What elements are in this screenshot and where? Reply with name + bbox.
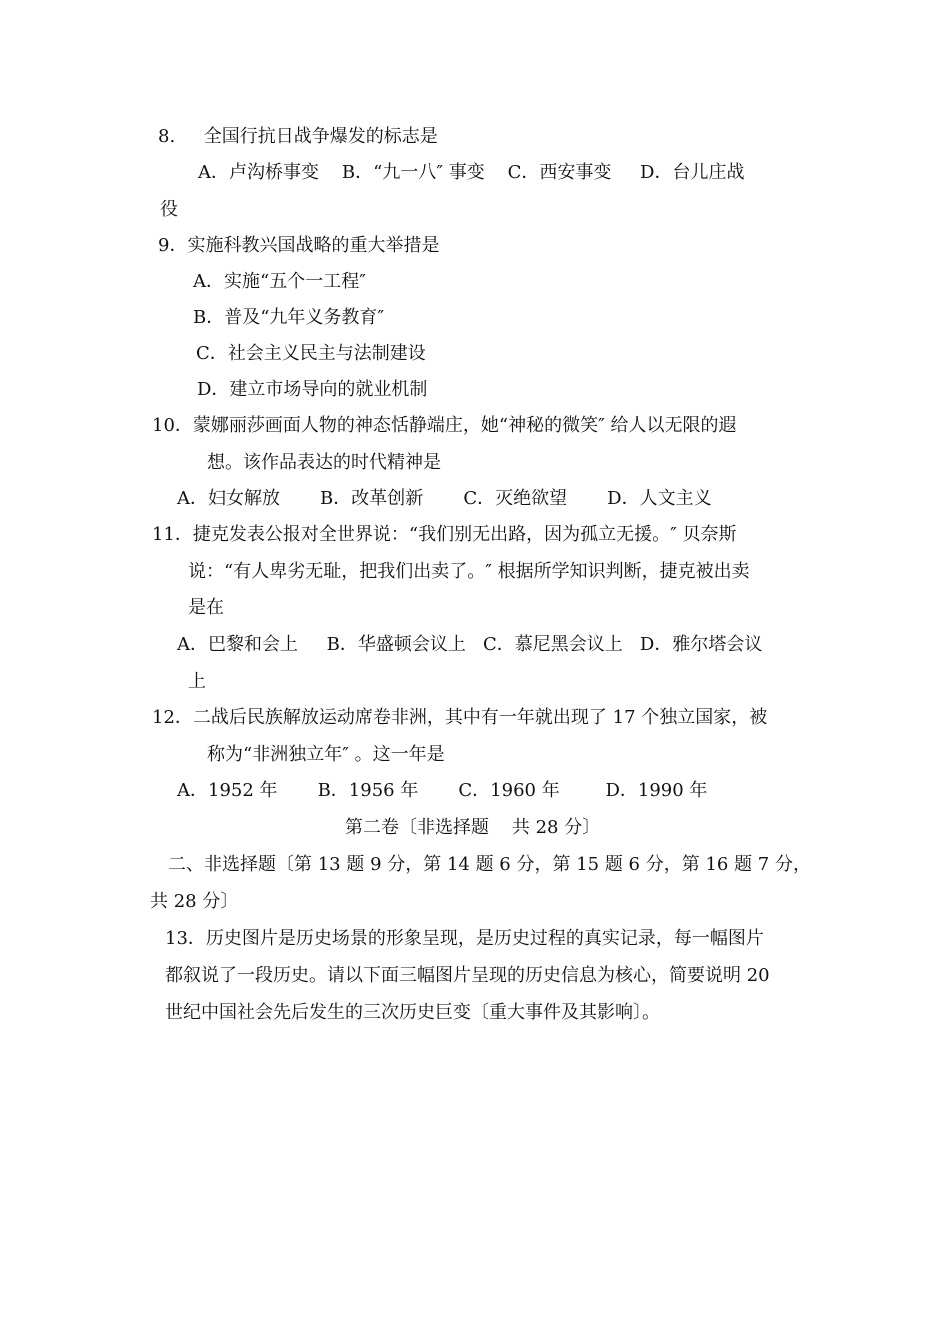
q11-stem-line1: 11．捷克发表公报对全世界说：“我们别无出路，因为孤立无援。″ 贝奈斯 [152, 524, 737, 545]
q9-option-b: B．普及“九年义务教育″ [193, 307, 385, 328]
q13-line3: 世纪中国社会先后发生的三次历史巨变〔重大事件及其影响〕。 [165, 1002, 660, 1023]
section2-intro-line2: 共 28 分〕 [150, 891, 239, 912]
q9-stem: 9．实施科教兴国战略的重大举措是 [158, 235, 440, 256]
q10-stem-line1: 10．蒙娜丽莎画面人物的神态恬静端庄，她“神秘的微笑″ 给人以无限的遐 [152, 415, 737, 436]
q11-stem-line2: 说：“有人卑劣无耻，把我们出卖了。″ 根据所学知识判断，捷克被出卖 [188, 561, 750, 582]
q10-stem-line2: 想。该作品表达的时代精神是 [207, 452, 441, 473]
q12-stem-line1: 12．二战后民族解放运动席卷非洲，其中有一年就出现了 17 个独立国家，被 [152, 707, 768, 728]
q9-option-d: D．建立市场导向的就业机制 [197, 379, 428, 400]
q13-line1: 13．历史图片是历史场景的形象呈现，是历史过程的真实记录，每一幅图片 [165, 928, 764, 949]
q8-options-wrap: 役 [160, 199, 178, 220]
q11-options-wrap: 上 [188, 671, 206, 692]
section2-intro-line1: 二、非选择题〔第 13 题 9 分，第 14 题 6 分，第 15 题 6 分，第 16 题 7 分， [168, 854, 811, 875]
q8-stem: 8. 全国行抗日战争爆发的标志是 [158, 126, 438, 147]
q12-stem-line2: 称为“非洲独立年″ 。这一年是 [207, 744, 445, 765]
q13-line2: 都叙说了一段历史。请以下面三幅图片呈现的历史信息为核心，简要说明 20 [165, 965, 770, 986]
q10-options: A．妇女解放 B．改革创新 C．灭绝欲望 D．人文主义 [177, 488, 712, 509]
q11-options: A．巴黎和会上 B．华盛顿会议上 C．慕尼黑会议上 D．雅尔塔会议 [177, 634, 763, 655]
q12-options: A．1952 年 B．1956 年 C．1960 年 D．1990 年 [177, 780, 708, 801]
q9-option-a: A．实施“五个一工程″ [193, 271, 366, 292]
q9-option-c: C．社会主义民主与法制建设 [196, 343, 426, 364]
q11-stem-line3: 是在 [188, 597, 224, 618]
q8-options: A．卢沟桥事变 B．“九一八″ 事变 C．西安事变 D．台儿庄战 [198, 162, 745, 183]
section2-title: 第二卷〔非选择题 共 28 分〕 [345, 817, 601, 838]
